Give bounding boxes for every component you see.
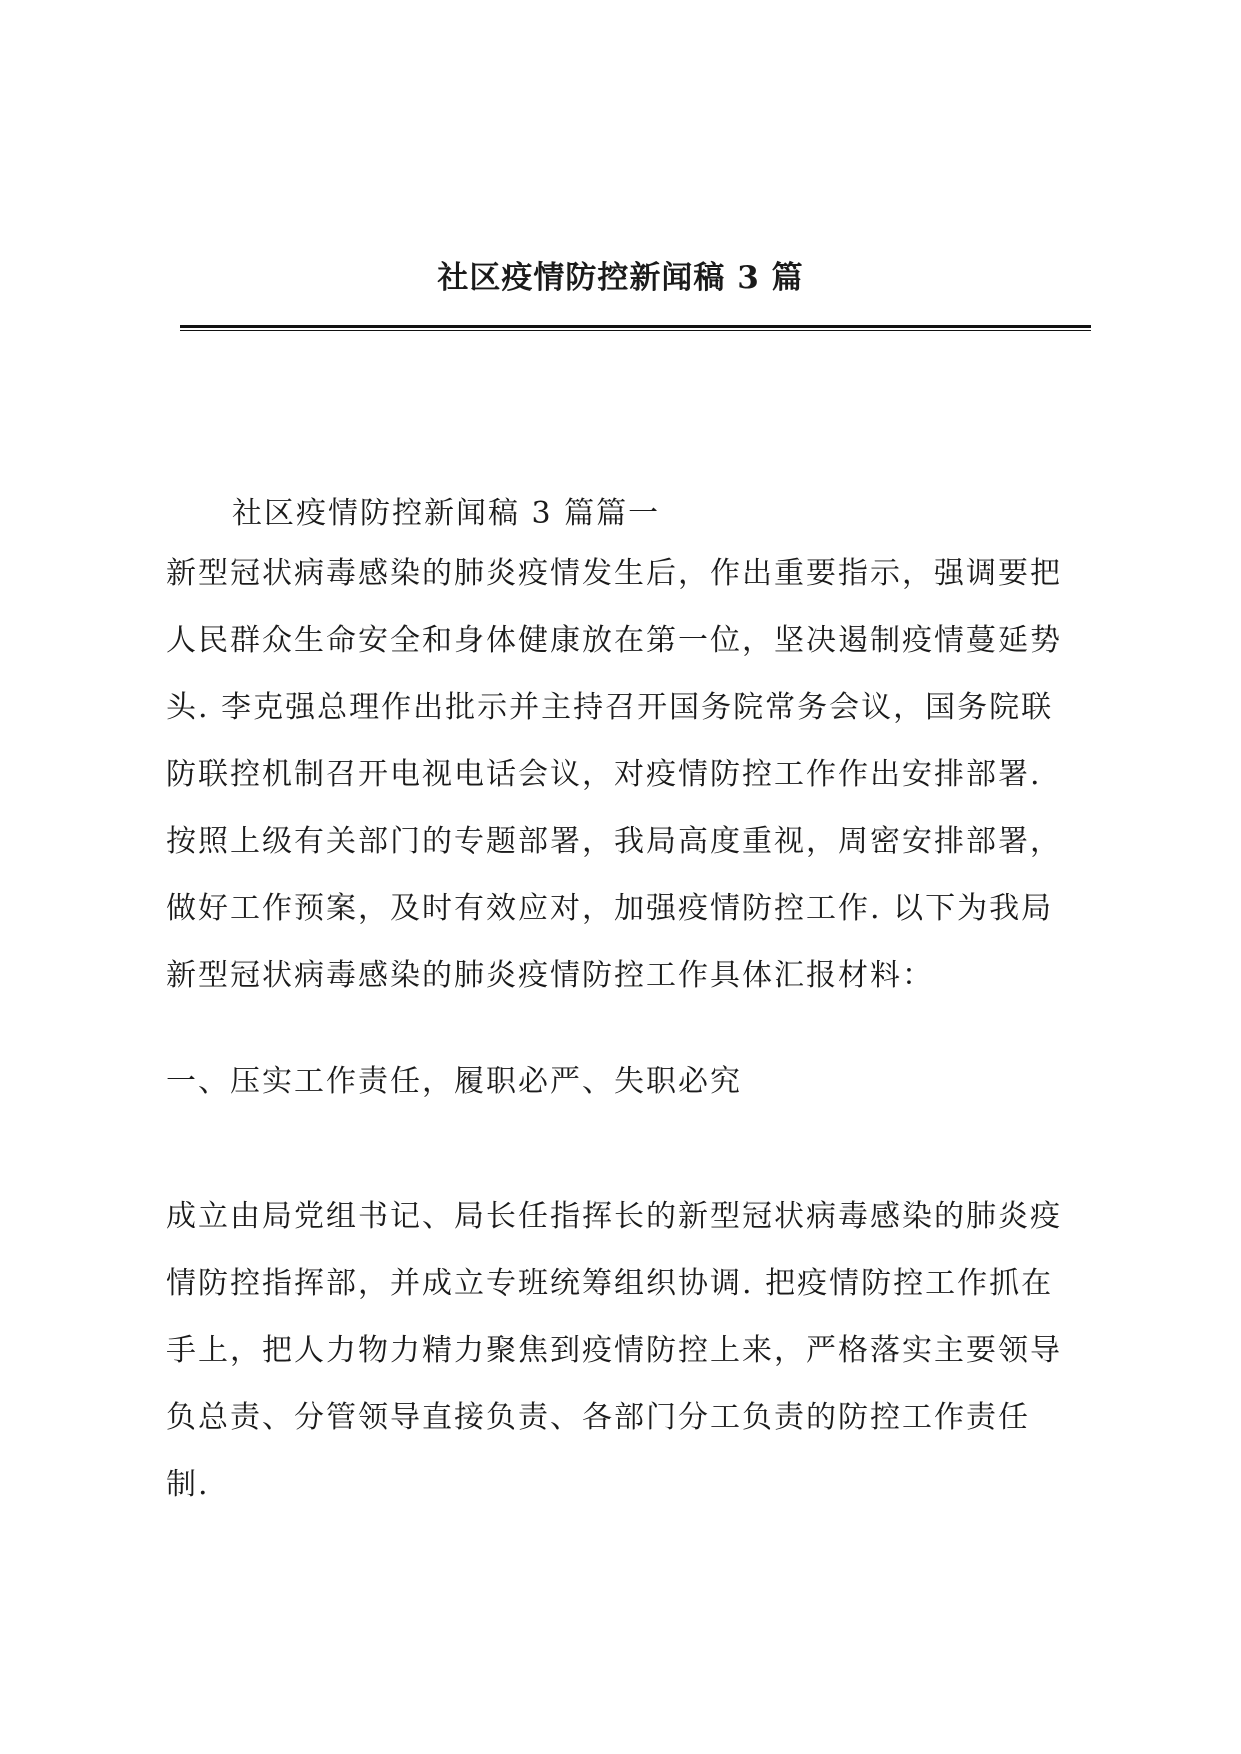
section-heading-text: 一、压实工作责任，履职必严、失职必究 [166,1064,742,1099]
paragraph-line: 新型冠状病毒感染的肺炎疫情发生后，作出重要指示，强调要把 [166,556,1062,591]
paragraph-line: 手上，把人力物力精力聚焦到疫情防控上来，严格落实主要领导 [166,1333,1062,1368]
paragraph-line: 情防控指挥部，并成立专班统筹组织协调. 把疫情防控工作抓在 [166,1266,1054,1301]
paragraph-intro [166,540,1096,1009]
paragraph-line: 人民群众生命安全和身体健康放在第一位，坚决遏制疫情蔓延势 [166,623,1062,658]
paragraph-line: 成立由局党组书记、局长任指挥长的新型冠状病毒感染的肺炎疫 [166,1199,1062,1234]
section-heading [166,1048,1096,1115]
paragraph-line: 头. 李克强总理作出批示并主持召开国务院常务会议，国务院联 [166,690,1054,725]
paragraph-line: 防联控机制召开电视电话会议，对疫情防控工作作出安排部署. [166,757,1042,792]
paragraph-line: 按照上级有关部门的专题部署，我局高度重视，周密安排部署， [166,824,1062,859]
paragraph-line: 做好工作预案，及时有效应对，加强疫情防控工作. 以下为我局 [166,891,1054,926]
paragraph-line: 新型冠状病毒感染的肺炎疫情防控工作具体汇报材料： [166,958,934,993]
article-heading: 社区疫情防控新闻稿 3 篇篇一 [232,496,661,531]
paragraph-line: 负总责、分管领导直接负责、各部门分工负责的防控工作责任 [166,1400,1030,1435]
document-title: 社区疫情防控新闻稿 3 篇 [437,260,804,296]
paragraph-line: 制. [166,1467,210,1502]
title-double-rule [180,325,1091,331]
paragraph-section-1 [166,1183,1096,1518]
